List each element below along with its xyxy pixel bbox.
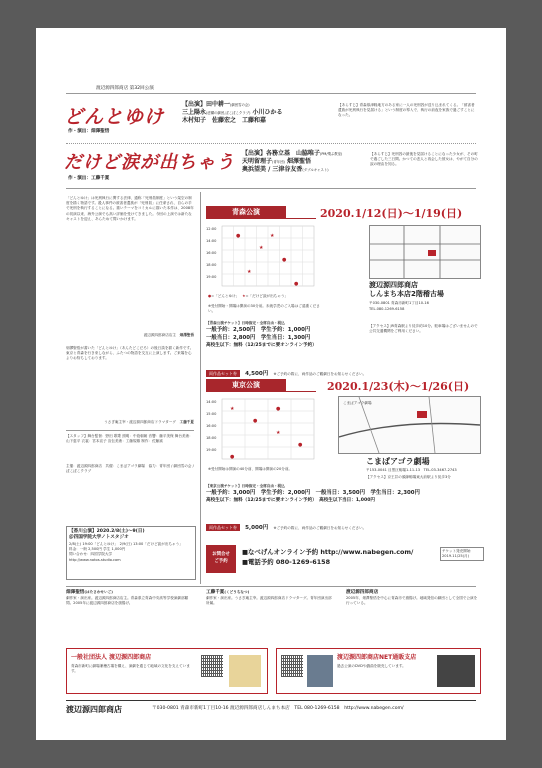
profile-1 [66, 590, 194, 606]
ad-right-title: 渡辺源四郎商店NET通販支店 [337, 654, 417, 661]
play1-cast-label: 【出演】 [182, 101, 207, 108]
svg-text:★: ★ [230, 406, 235, 412]
svg-text:★: ★ [259, 245, 264, 251]
tokyo-time-4: 18:00 [206, 436, 217, 440]
play1-synopsis: 【あらすじ】青森県津軽地方のある家に一人の死刑囚が送り込まれてくる。「被害者遺族が死刑執行を見届ける」という制度の導入で、執行の前夜を家族で過ごすことになった。 [338, 103, 475, 118]
ad-left [66, 648, 268, 694]
tokyo-tickets [206, 484, 481, 505]
tokyo-set-note: ※ご予約の際に、両作品のご観劇日をお知らせください。 [273, 526, 367, 530]
aomori-access: 【アクセス】JR青森駅より徒歩約10分。駐車場はございませんので公共交通機関をご利用ください。 [369, 324, 478, 334]
footer-info [152, 706, 482, 712]
aomori-times [206, 227, 222, 287]
aomori-set-label: 両作品セット券 [206, 370, 240, 377]
tokyo-address [366, 468, 478, 473]
qr-code-icon [281, 655, 303, 677]
play1-cast-1: 田中耕一 [206, 101, 231, 108]
aomori-address: 〒030-0801 青森市新町1丁目10-16 [369, 301, 429, 305]
aomori-ticket-2a: 一般当日：2,800円 [206, 335, 256, 342]
intro-signature [110, 333, 194, 338]
tokyo-times [206, 400, 222, 460]
intro-signature-role: 渡辺源四郎商店店主 [143, 333, 177, 337]
play1-cast-2a-note: (虚構の劇団,ぽこぽこクラブ) [206, 111, 251, 115]
play2-cast-3-note: (ダブルキャスト) [302, 168, 329, 172]
play1-cast-3: 木村知子 佐藤宏之 工藤和嘉 [182, 117, 267, 124]
flyer-sheet [36, 28, 506, 740]
tokyo-venue: こまばアゴラ劇場 [366, 457, 430, 466]
profile-2-note: (くどうちなつ) [224, 590, 250, 594]
aomori-time-4: 18:00 [206, 263, 217, 267]
aomori-ticket-1a: 一般予約：2,500円 [206, 327, 256, 334]
section-rule [66, 188, 476, 189]
company-line: 渡辺源四郎商店 第32回公演 [96, 86, 154, 91]
profile-3 [346, 590, 478, 606]
aomori-set-row [206, 360, 476, 377]
profile-3-name: 渡辺源四郎商店 [346, 590, 379, 595]
tokyo-map [338, 396, 481, 454]
tokyo-ticket-1b: 学生予約：2,000円 [260, 490, 311, 497]
tokyo-access: 【アクセス】京王井の頭線駒場東大前駅より徒歩3分 [366, 475, 451, 479]
ad-left-title: 一般社団法人 渡辺源四郎商店 [71, 654, 152, 661]
tokyo-set-label: 両作品セット券 [206, 524, 240, 531]
profile-1-note: (はたさわせいご) [84, 590, 113, 594]
aomori-time-5: 19:00 [206, 275, 217, 279]
booking-details [242, 547, 413, 567]
staff-text: 【スタッフ】舞台監督：野田 歌歌 照明：中島朝朝 音響：藤平美保 舞台美術：山下恵平 衣裳：宮本宣子 宣伝美術：工藤規雄 制作：佐藤誠 [66, 434, 193, 444]
play1-cast [182, 101, 302, 125]
tokyo-ticket-1d: 学生当日：2,300円 [370, 490, 420, 497]
tokyo-ticket-1a: 一般予約：3,000円 [206, 490, 256, 497]
play1-cast-1-note: (劇団雪の会) [230, 103, 250, 107]
intro-text: 「どんとゆけ」は死刑執行に関する法律、通称「死刑員制度」という架空の制度を描く物語です。殺人事件の被害者遺族が「死刑員」に任命され、自らの手で死刑を執行することになる。重いテーマをコミカルに描いた本作は、2008年の初演以来、海外公演でも高い評価を受けてきました。今回の上演では新たなキャストを迎え、あらためて問いかけます。 [66, 196, 194, 221]
aomori-ticket-1b: 学生予約：1,000円 [260, 327, 311, 334]
svg-text:●: ● [298, 442, 303, 448]
aomori-ticket-label: 【青森公演チケット】日時指定・全席自由・税込 [206, 321, 285, 325]
booking-phone[interactable]: ■電話予約 080-1269-6158 [242, 558, 331, 566]
intro-text-2: 畑澤聖悟が書いた「どんとゆけ」（あんたどこだろ）の後日談を描く新作です。東京と青森を行き来しながら、ふたつの物語を交互に上演します。ご来場を心よりお待ちしております。 [66, 346, 194, 361]
svg-text:●: ● [294, 281, 299, 287]
kagawa-detail: 2/8(土) 19:00「どんとゆけ」 2/9(日) 13:00「だけど涙が出ちゃう」 [69, 542, 183, 546]
play2-cast-1-note: (PM/飛ぶ教室) [320, 152, 343, 156]
aomori-label-line [206, 218, 316, 219]
profile-3-body: 2005年、畑澤聖悟を中心に青森市で旗揚げ。地域発信の劇団として全国で公演を行っている。 [346, 596, 478, 606]
aomori-legend-2: =「だけど涙が出ちゃう」 [245, 294, 289, 298]
aomori-note: ※受付開始・開場は開演の30分前。未就学児のご入場はご遠慮ください。 [208, 304, 320, 314]
play1-credit: 作・演出：畑澤聖悟 [68, 129, 110, 134]
play2-credit: 作・演出：工藤千夏 [68, 176, 110, 181]
tokyo-label: 東京公演 [206, 379, 286, 391]
tokyo-map-label: こまばアゴラ劇場 [343, 401, 372, 405]
profiles-rule [66, 586, 476, 587]
aomori-time-2: 14:00 [206, 239, 217, 243]
svg-text:★: ★ [270, 233, 275, 239]
play1-cast-2a: 三上陽永 [182, 109, 207, 116]
svg-text:★: ★ [276, 430, 281, 436]
play2-cast-3: 奥浜望美 / 三津谷友香 [242, 166, 303, 173]
profile-1-name: 畑澤聖悟 [66, 590, 85, 595]
ad-right [276, 648, 481, 694]
booking-online[interactable]: ■なべげんオンライン予約 http://www.nabegen.com/ [242, 548, 414, 556]
aomori-ticket-2b: 学生当日：1,300円 [260, 335, 311, 342]
play1-title: どんとゆけ [64, 106, 165, 128]
aomori-schedule-grid [206, 224, 316, 290]
kagawa-contact: 問い合わせ：四国学院大学 [69, 552, 113, 557]
legend-dot-icon: ● [208, 294, 212, 298]
kagawa-box [66, 526, 196, 580]
svg-text:●: ● [253, 418, 258, 424]
tokyo-ticket-1c: 一般当日：3,500円 [315, 490, 366, 497]
booking-label-2: ご予約 [214, 559, 228, 564]
aomori-legend [208, 294, 316, 299]
aomori-map [369, 225, 481, 279]
qr-code-icon [201, 655, 223, 677]
column-divider [200, 192, 201, 584]
play-divider [66, 143, 476, 144]
tokyo-time-2: 15:00 [206, 412, 217, 416]
aomori-venue-2: しんまち本店2階稽古場 [369, 290, 444, 298]
tokyo-set-row [206, 514, 478, 531]
kagawa-detail-2: 料金：一般 2,500円 学生 1,000円 [69, 547, 126, 552]
svg-text:●: ● [282, 257, 287, 263]
kagawa-url[interactable]: http://www.notos-studio.com [69, 557, 121, 562]
ad-right-body: 過去公演のDVDや戯曲を販売しています。 [337, 664, 406, 668]
play2-cast-1: 各務立基 山脇唯子 [266, 150, 321, 157]
tokyo-address-text: 〒153-0041 目黒区駒場1-11-13 [366, 468, 421, 472]
aomori-tickets [206, 321, 366, 350]
tokyo-label-line [206, 391, 316, 392]
intro-signature-2-name: 工藤千夏 [179, 420, 194, 424]
top-rule [66, 93, 476, 94]
intro-rule [66, 430, 194, 431]
play2-cast-2-note: (青年団) [272, 160, 285, 164]
aomori-time-1: 12:00 [206, 227, 217, 231]
footer-url[interactable]: http://www.nabegen.com/ [344, 706, 404, 711]
play1-cast-2b: 小川ひかる [252, 109, 283, 116]
tokyo-time-1: 14:00 [206, 400, 217, 404]
booking-release: チケット発売開始 2019.11/25(月) [440, 547, 484, 561]
profile-2 [206, 590, 334, 606]
svg-text:●: ● [236, 233, 241, 239]
aomori-ticket-3: 高校生以下：無料（12/25までに要オンライン予約） [206, 343, 317, 349]
tokyo-ticket-2: 高校生以下：無料（12/25までに要オンライン予約） [206, 498, 315, 504]
aomori-venue [369, 281, 444, 299]
booking-badge [206, 545, 236, 573]
aomori-time-3: 16:00 [206, 251, 217, 255]
play2-synopsis: 【あらすじ】死刑囚の最後を見届けることになった少女が、その町で過ごした三日間。かつての恋人と再会した彼女は、やがて自分の涙の理由を知る。 [370, 152, 478, 167]
tokyo-time-5: 19:00 [206, 448, 217, 452]
tokyo-set-price: 5,000円 [245, 525, 269, 531]
aomori-dates: 2020.1/12(日)～1/19(日) [320, 207, 463, 220]
tokyo-schedule-grid [206, 397, 316, 463]
intro-signature-name: 畑澤聖悟 [179, 333, 194, 337]
play2-cast [242, 150, 352, 174]
play2-title: だけど涙が出ちゃう [64, 152, 235, 173]
profile-2-body: 劇作家・演出家。うさぎ庵主宰。渡辺源四郎商店ドラマターグ。青年団演出部所属。 [206, 596, 332, 606]
aomori-tel: TEL.080-1269-6158 [369, 307, 405, 311]
kagawa-title: 【香川公演】2020.2/8(土)～9(日) [69, 529, 145, 534]
dvd-image [307, 655, 333, 687]
footer-rule [66, 700, 476, 701]
svg-text:★: ★ [247, 269, 252, 275]
play2-cast-2: 天明留理子 [242, 158, 273, 165]
play2-cast-label: 【出演】 [242, 150, 267, 157]
intro-signature-2-role: うさぎ庵主宰・渡辺源四郎商店ドラマターグ [104, 420, 177, 424]
play2-cast-2b: 畑澤聖悟 [286, 158, 311, 165]
tokyo-tel: TEL.03-3467-2743 [423, 468, 457, 472]
footer-logo: 渡辺源四郎商店 [66, 704, 122, 714]
aomori-legend-1: =「どんとゆけ」 [211, 294, 238, 298]
footer-tel[interactable]: TEL 080-1269-6158 [294, 706, 340, 711]
aomori-venue-1: 渡辺源四郎商店 [369, 281, 418, 289]
footer-address: 〒030-0801 青森市新町1丁目10-16 渡辺源四郎商店しんまち本店 [152, 706, 290, 711]
svg-text:●: ● [230, 454, 235, 460]
tokyo-dates: 2020.1/23(木)～1/26(日) [327, 380, 470, 393]
intro-signature-2 [66, 420, 194, 425]
tokyo-note: ※受付開始は開演の40分前、開場は開演の20分前。 [208, 467, 293, 471]
aomori-set-price: 4,500円 [245, 371, 269, 377]
tokyo-ticket-label: 【東京公演チケット】日時指定・全席自由・税込 [206, 484, 285, 488]
tokyo-time-3: 16:00 [206, 424, 217, 428]
aomori-set-note: ※ご予約の際に、両作品のご観劇日をお知らせください。 [273, 372, 367, 376]
tshirt-image [229, 655, 261, 687]
booking-label-1: お問合せ [212, 552, 230, 557]
profile-1-body: 劇作家・演出家。渡辺源四郎商店店主。青森県立青森中央高等学校演劇部顧問。2005年に渡辺源四郎商店を旗揚げ。 [66, 596, 189, 606]
credits-text: 主催：渡辺源四郎商店 共催：こまばアゴラ劇場 協力：青年団 / 劇団雪の会 / ぽこぽこクラブ [66, 464, 194, 474]
legend-star-icon: ★ [242, 294, 246, 298]
kagawa-venue: ＠四国学院大学ノトスタジオ [69, 535, 129, 540]
product-image [437, 655, 475, 687]
aomori-label: 青森公演 [206, 206, 286, 218]
profile-2-name: 工藤千夏 [206, 590, 225, 595]
ad-left-body: 青森市新町に劇場兼稽古場を構え、演劇を通じて地域の文化を支えています。 [71, 664, 190, 674]
svg-text:●: ● [276, 406, 281, 412]
tokyo-ticket-2b: 高校生以下当日：1,000円 [319, 498, 375, 504]
